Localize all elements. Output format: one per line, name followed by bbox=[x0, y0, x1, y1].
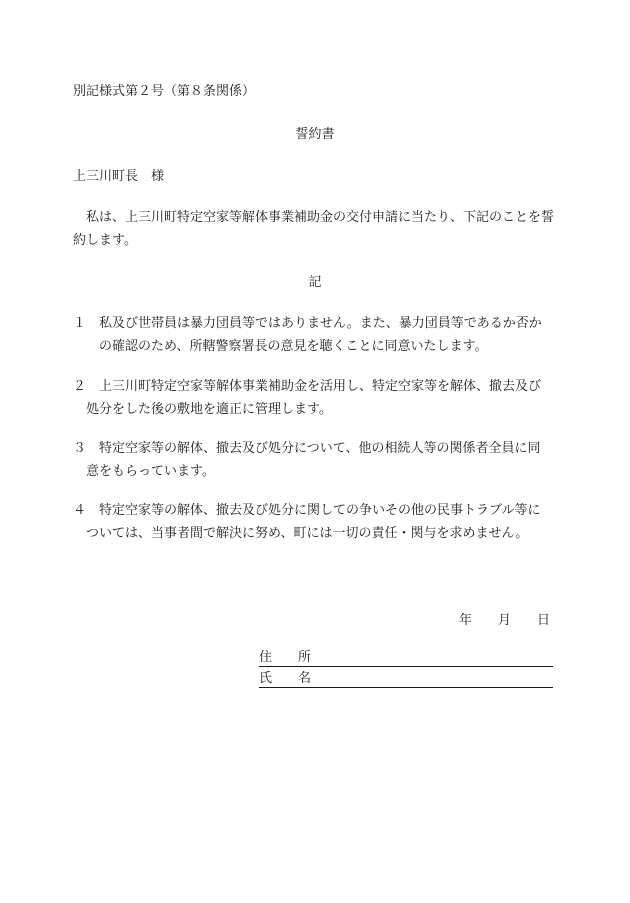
form-label: 別記様式第２号（第８条関係） bbox=[73, 84, 256, 99]
pledge-item-number: ４ bbox=[73, 503, 87, 518]
address-label-char: 住 bbox=[259, 650, 273, 665]
date-line bbox=[459, 609, 550, 628]
pledge-item-continuation: 処分をした後の敷地を適正に管理します。 bbox=[86, 402, 332, 417]
pledge-item-continuation: の確認のため、所轄警察署長の意見を聴くことに同意いたします。 bbox=[99, 339, 488, 354]
pledge-item-3 bbox=[73, 437, 563, 483]
date-year: 年 bbox=[458, 613, 472, 628]
pledge-item-line bbox=[73, 312, 563, 335]
address-label-char: 所 bbox=[298, 650, 312, 665]
pledge-item-number: ２ bbox=[73, 379, 87, 394]
address-label bbox=[259, 646, 311, 665]
name-label bbox=[259, 667, 311, 686]
date-month: 月 bbox=[497, 613, 511, 628]
pledge-item-line bbox=[73, 375, 563, 398]
intro-paragraph: 私は、上三川町特定空家等解体事業補助金の交付申請に当たり、下記のことを誓約します。 bbox=[73, 210, 555, 248]
pledge-item-text: 特定空家等の解体、撤去及び処分について、他の相続人等の関係者全員に同 bbox=[99, 441, 541, 456]
pledge-item-text: 特定空家等の解体、撤去及び処分に関しての争いその他の民事トラブル等に bbox=[99, 503, 541, 518]
name-label-char: 氏 bbox=[259, 671, 273, 686]
pledge-item-number: ３ bbox=[73, 441, 87, 456]
pledge-item-4 bbox=[73, 499, 563, 545]
pledge-item-2 bbox=[73, 375, 563, 421]
name-label-char: 名 bbox=[298, 671, 312, 686]
document-title: 誓約書 bbox=[295, 127, 335, 142]
pledge-item-line bbox=[73, 499, 563, 522]
pledge-item-text: 上三川町特定空家等解体事業補助金を活用し、特定空家等を解体、撤去及び bbox=[99, 379, 542, 394]
pledge-item-continuation: ついては、当事者間で解決に努め、町には一切の責任・関与を求めません。 bbox=[86, 526, 529, 541]
pledge-item-line bbox=[73, 437, 563, 460]
addressee: 上三川町長 様 bbox=[73, 169, 165, 184]
pledge-item-text: 私及び世帯員は暴力団員等ではありません。また、暴力団員等であるか否か bbox=[99, 316, 542, 331]
pledge-item-continuation: 意をもらっています。 bbox=[86, 464, 215, 479]
name-field[interactable] bbox=[259, 667, 553, 688]
date-day: 日 bbox=[536, 613, 550, 628]
pledge-item-1 bbox=[73, 312, 563, 358]
pledge-item-number: １ bbox=[73, 316, 87, 331]
ki-heading: 記 bbox=[308, 275, 322, 290]
address-field[interactable] bbox=[259, 646, 553, 667]
